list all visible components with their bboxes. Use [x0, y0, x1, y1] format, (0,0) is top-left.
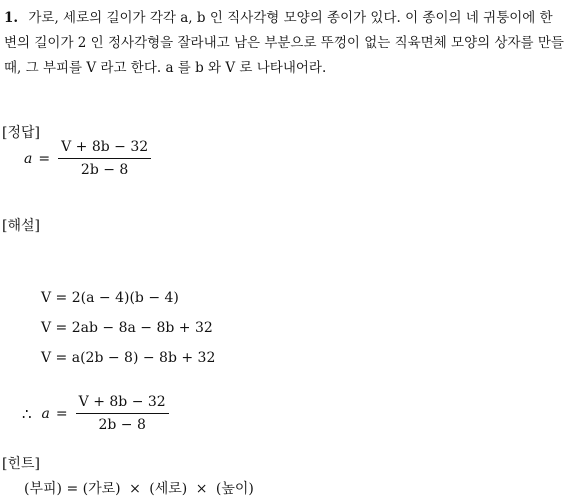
hint-formula — [24, 478, 254, 498]
conclusion-numerator: V + 8b − 32 — [76, 393, 169, 414]
explanation-label: [해설] — [2, 218, 40, 234]
conclusion-equals: = — [55, 405, 68, 422]
explanation-conclusion — [22, 393, 169, 434]
problem-text: 가로, 세로의 길이가 각각 a, b 인 직사각형 모양의 종이가 있다. 이 종이의 네 귀퉁이에 한 변의 길이가 2 인 정사각형을 잘라내고 남은 부분으로 뚜껑이 없는 직육면체 모양의 상자를 만들 때, 그 부피를 V 라고 한다. a 를 b 와 V 로 나타내어라. — [4, 10, 564, 76]
hint-width: (가로) — [82, 481, 121, 497]
hint-height: (높이) — [215, 481, 254, 497]
problem-statement — [4, 6, 566, 81]
hint-times-2: × — [195, 481, 208, 497]
hint-times-1: × — [129, 481, 141, 497]
answer-lhs: a — [24, 150, 33, 167]
answer-equals: = — [38, 150, 51, 167]
answer-fraction — [58, 138, 151, 179]
conclusion-fraction — [76, 393, 169, 434]
problem-number: 1. — [4, 10, 19, 26]
explanation-line-3: V = a(2b − 8) − 8b + 32 — [41, 350, 216, 366]
conclusion-lhs: a — [41, 405, 50, 422]
answer-equation — [24, 138, 151, 179]
explanation-line-1: V = 2(a − 4)(b − 4) — [41, 290, 179, 306]
answer-label: [정답] — [2, 125, 40, 141]
answer-numerator: V + 8b − 32 — [58, 138, 151, 159]
therefore-symbol: ∴ — [22, 404, 32, 423]
explanation-line-2: V = 2ab − 8a − 8b + 32 — [41, 320, 213, 336]
conclusion-denominator: 2b − 8 — [98, 417, 146, 433]
hint-equals: = — [66, 481, 79, 497]
answer-denominator: 2b − 8 — [80, 162, 129, 178]
hint-label: [힌트] — [2, 456, 40, 472]
hint-volume: (부피) — [24, 481, 62, 497]
hint-length: (세로) — [149, 481, 188, 497]
